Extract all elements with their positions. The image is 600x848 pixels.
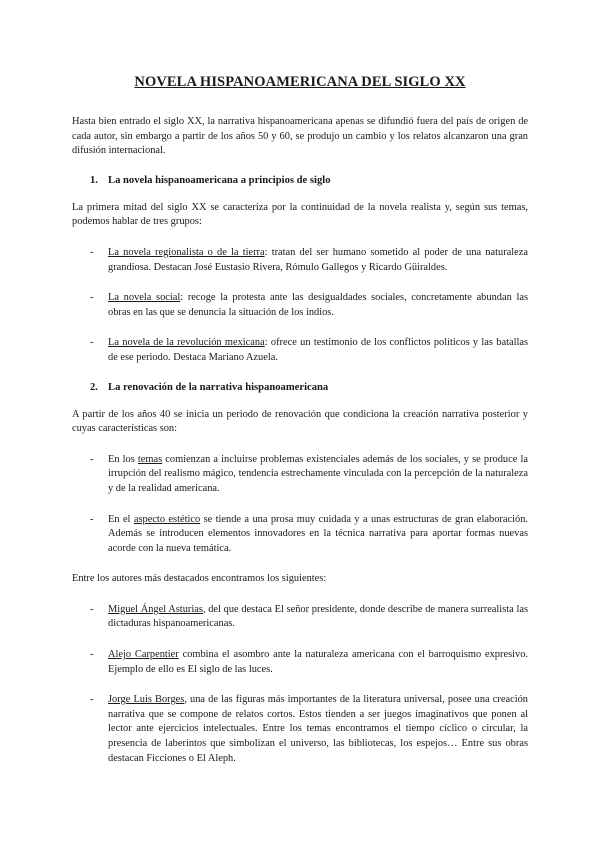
item-text: combina el asombro ante la naturaleza americana con el barroquismo expresivo. Ejemplo de ello es El siglo de las luces.	[108, 649, 528, 675]
author-name: Miguel Ángel Asturias	[108, 603, 203, 615]
list-item	[72, 291, 528, 320]
section-number: 1.	[90, 174, 98, 186]
list-item	[72, 246, 528, 275]
list-item	[72, 603, 528, 632]
section-title: La novela hispanoamericana a principios de siglo	[108, 174, 331, 186]
item-text: , del que destaca El señor presidente, donde describe de manera surrealista las dictaduras hispanoamericanas.	[108, 603, 528, 630]
item-text: , una de las figuras más importantes de la literatura universal, posee una creación narrativa que se compone de relatos cortos. Estos tienden a ser juegos imaginativos que ponen al lector ante ejercicios intelectuales. Entre los temas encontramos el tiempo cíclico o circular, la presencia de laberintos que simbolizan el universo, las bibliotecas, los espejos… Entre sus obras destacan Ficciones o El Aleph.	[108, 694, 528, 764]
section-number: 2.	[90, 381, 98, 393]
dash-bullet: -	[90, 453, 94, 465]
list-item	[72, 453, 528, 497]
intro-paragraph: Hasta bien entrado el siglo XX, la narrativa hispanoamericana apenas se difundió fuera del país de origen de cada autor, sin embargo a partir de los años 50 y 60, se produjo un cambio y los relatos alcanzaron una gran difusión internacional.	[72, 116, 528, 157]
item-text: : tratan del ser humano sometido al poder de una naturaleza grandiosa. Destacan José Eustasio Rivera, Rómulo Gallegos y Ricardo Güiraldes.	[108, 246, 528, 273]
list-item	[72, 648, 528, 677]
list-item	[72, 336, 528, 365]
dash-bullet: -	[90, 337, 94, 349]
renovation-features-list	[72, 453, 528, 557]
term-underlined: temas	[137, 453, 163, 465]
section-1-intro: La primera mitad del siglo XX se caracteriza por la continuidad de la novela realista y, según sus temas, podemos hablar de tres grupos:	[72, 201, 528, 228]
item-text: se tiende a una prosa muy cuidada y a unas estructuras de gran elaboración. Además se introducen elementos innovadores en la técnica narrativa para aportar formas nuevas acorde con la nueva temática.	[108, 513, 528, 554]
authors-list	[72, 603, 528, 766]
author-name: Alejo Carpentier	[108, 649, 179, 661]
dash-bullet: -	[90, 694, 94, 706]
dash-bullet: -	[90, 603, 94, 615]
document-body	[72, 74, 528, 782]
item-text: comienzan a incluirse problemas existenciales además de los sociales, y se produce la irrupción del realismo mágico, tendencia estrechamente vinculada con la percepción de la naturaleza y de la realidad americana.	[108, 453, 528, 494]
section-1-heading	[72, 175, 528, 186]
term-underlined: La novela social	[108, 292, 181, 304]
term-underlined: La novela de la revolución mexicana	[108, 337, 265, 349]
dash-bullet: -	[90, 292, 94, 304]
item-text: : ofrece un testimonio de los conflictos políticos y las batallas de ese periodo. Destaca Mariano Azuela.	[108, 337, 528, 363]
list-item	[72, 513, 528, 557]
list-item	[72, 693, 528, 766]
section-2-intro: A partir de los años 40 se inicia un periodo de renovación que condiciona la creación narrativa posterior y cuyas características son:	[72, 408, 528, 435]
dash-bullet: -	[90, 649, 94, 661]
authors-intro: Entre los autores más destacados encontramos los siguientes:	[72, 573, 327, 585]
item-lead-text: En el	[108, 513, 134, 525]
section-2-heading	[72, 382, 528, 393]
dash-bullet: -	[90, 513, 94, 525]
novel-groups-list	[72, 246, 528, 366]
document-title: NOVELA HISPANOAMERICANA DEL SIGLO XX	[134, 74, 466, 90]
item-lead-text: En los	[108, 453, 138, 465]
term-underlined: aspecto estético	[133, 513, 201, 525]
section-title: La renovación de la narrativa hispanoamericana	[108, 381, 329, 393]
dash-bullet: -	[90, 246, 94, 258]
term-underlined: La novela regionalista o de la tierra	[108, 246, 265, 258]
author-name: Jorge Luis Borges	[108, 694, 185, 706]
item-text: : recoge la protesta ante las desigualdades sociales, concretamente abundan las obras en las que se denuncia la situación de los indios.	[108, 292, 528, 318]
